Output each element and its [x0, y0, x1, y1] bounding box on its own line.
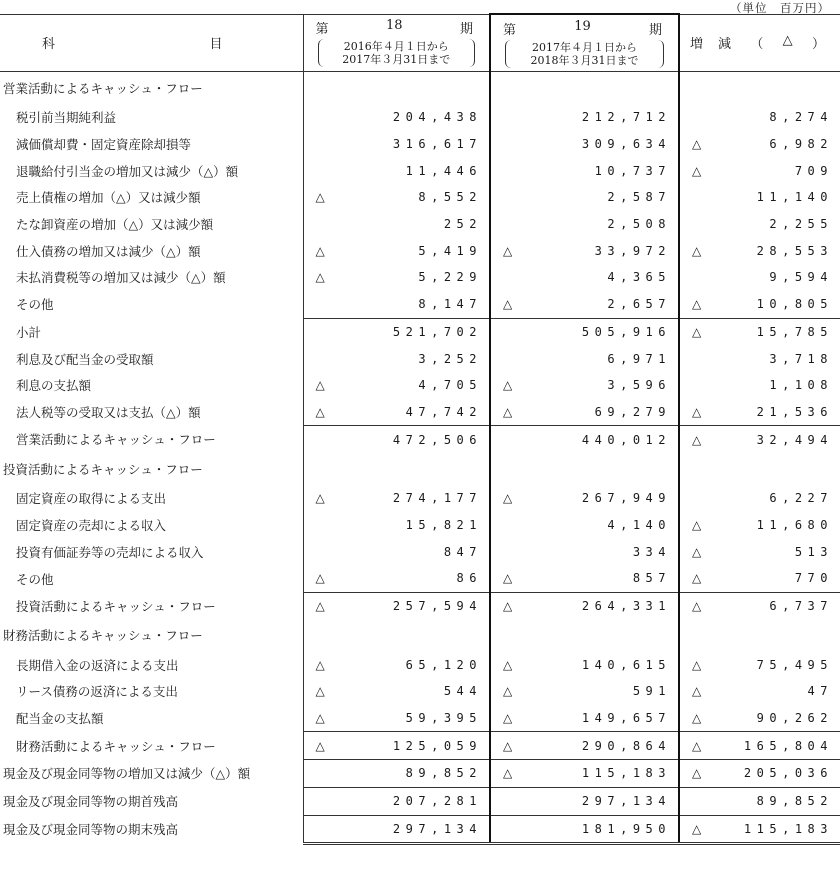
diff-cell [679, 72, 840, 105]
p18-cell [303, 318, 490, 345]
p19-value: 140,615 [581, 657, 671, 672]
row-label: 投資活動によるキャッシュ・フロー [3, 461, 203, 477]
table-row [0, 184, 840, 211]
p18-value: 274,177 [392, 491, 482, 506]
p19-range-start: 2017年４月１日から [532, 40, 637, 54]
row-label: 固定資産の取得による支出 [16, 491, 167, 507]
negative-marker: △ [503, 297, 513, 312]
p18-cell [303, 264, 490, 291]
diff-value: 9,594 [769, 270, 833, 285]
table-row [0, 211, 840, 238]
diff-value: 8,274 [769, 110, 833, 125]
p18-cell [303, 104, 490, 131]
table-row [0, 485, 840, 512]
p18-cell [303, 372, 490, 399]
diff-symbol: △ [782, 33, 794, 49]
p19-cell [490, 237, 679, 264]
diff-cell [679, 318, 840, 345]
p18-date-range [318, 39, 476, 67]
p19-value: 4,140 [607, 517, 671, 532]
diff-cell [679, 291, 840, 318]
negative-marker: △ [315, 243, 325, 258]
p19-suffix: 期 [648, 22, 662, 38]
p19-value: 591 [632, 684, 671, 699]
row-label: 小計 [16, 324, 42, 340]
negative-marker: △ [692, 684, 702, 699]
p18-cell [303, 485, 490, 512]
diff-value: 2,255 [769, 217, 833, 232]
diff-cell [679, 760, 840, 788]
p18-value: 8,552 [418, 190, 482, 205]
p19-cell [490, 184, 679, 211]
table-row [0, 732, 840, 760]
diff-value: 11,680 [756, 517, 833, 532]
negative-marker: △ [692, 163, 702, 178]
row-label: たな卸資産の増加（△）又は減少額 [16, 217, 214, 233]
diff-value: 165,804 [743, 738, 833, 753]
header-label-right: 目 [209, 37, 223, 53]
p18-value: 207,281 [392, 794, 482, 809]
p19-cell [490, 512, 679, 539]
p19-value: 309,634 [581, 137, 671, 152]
p18-cell [303, 592, 490, 619]
p19-cell [490, 104, 679, 131]
section-row [0, 619, 840, 651]
p18-value: 5,229 [418, 270, 482, 285]
negative-marker: △ [315, 404, 325, 419]
diff-cell [679, 815, 840, 844]
p18-cell [303, 426, 490, 453]
table-row [0, 678, 840, 705]
p18-value: 297,134 [392, 821, 482, 836]
p18-cell [303, 399, 490, 426]
diff-cell [679, 787, 840, 815]
header-period-19 [490, 14, 679, 72]
row-label: 退職給付引当金の増加又は減少（△）額 [16, 163, 239, 179]
diff-value: 90,262 [756, 711, 833, 726]
table-body [0, 72, 840, 844]
p19-date-range [505, 40, 664, 68]
diff-cell [679, 592, 840, 619]
diff-paren-open: （ [750, 37, 765, 53]
p19-value: 505,916 [581, 324, 671, 339]
p18-prefix: 第 [315, 22, 329, 38]
p19-cell [490, 760, 679, 788]
p18-cell [303, 184, 490, 211]
p19-cell [490, 732, 679, 760]
row-label: 未払消費税等の増加又は減少（△）額 [16, 270, 226, 286]
p18-value: 15,821 [405, 517, 482, 532]
p19-number: 19 [574, 18, 591, 34]
diff-cell [679, 345, 840, 372]
row-label: 固定資産の売却による収入 [16, 517, 167, 533]
p19-cell [490, 426, 679, 453]
table-row [0, 237, 840, 264]
negative-marker: △ [503, 599, 513, 614]
diff-value: 21,536 [756, 404, 833, 419]
row-label: 現金及び現金同等物の期首残高 [3, 794, 179, 810]
diff-cell [679, 104, 840, 131]
negative-marker: △ [503, 378, 513, 393]
p19-value: 264,331 [581, 599, 671, 614]
p19-value: 4,365 [607, 270, 671, 285]
diff-value: 32,494 [756, 432, 833, 447]
p19-cell [490, 211, 679, 238]
p19-range-end: 2018年３月31日まで [530, 53, 639, 67]
p18-cell [303, 237, 490, 264]
diff-cell [679, 453, 840, 485]
negative-marker: △ [315, 684, 325, 699]
table-row [0, 760, 840, 788]
p18-cell [303, 619, 490, 651]
negative-marker: △ [315, 491, 325, 506]
diff-cell [679, 651, 840, 678]
negative-marker: △ [315, 270, 325, 285]
diff-value: 205,036 [743, 766, 833, 781]
row-label: 投資有価証券等の売却による収入 [16, 544, 204, 560]
p19-value: 290,864 [581, 738, 671, 753]
diff-cell [679, 264, 840, 291]
table-row [0, 592, 840, 619]
p18-value: 8,147 [418, 297, 482, 312]
p18-cell [303, 512, 490, 539]
table-row [0, 651, 840, 678]
diff-cell [679, 426, 840, 453]
p18-value: 11,446 [405, 163, 482, 178]
negative-marker: △ [692, 821, 702, 836]
negative-marker: △ [315, 571, 325, 586]
p18-cell [303, 538, 490, 565]
p18-value: 65,120 [405, 657, 482, 672]
p18-suffix: 期 [459, 22, 473, 38]
diff-value: 1,108 [769, 378, 833, 393]
section-row [0, 72, 840, 105]
p19-cell [490, 619, 679, 651]
row-label: 営業活動によるキャッシュ・フロー [3, 81, 203, 96]
diff-cell [679, 485, 840, 512]
diff-cell [679, 565, 840, 592]
negative-marker: △ [692, 137, 702, 152]
negative-marker: △ [503, 491, 513, 506]
diff-value: 115,183 [743, 821, 833, 836]
diff-value: 6,982 [769, 137, 833, 152]
negative-marker: △ [315, 599, 325, 614]
table-row [0, 565, 840, 592]
negative-marker: △ [503, 711, 513, 726]
diff-value: 6,737 [769, 599, 833, 614]
diff-cell [679, 131, 840, 158]
diff-cell [679, 538, 840, 565]
header-label-left: 科 [42, 37, 56, 53]
p19-value: 267,949 [581, 491, 671, 506]
diff-cell [679, 372, 840, 399]
negative-marker: △ [503, 571, 513, 586]
p19-value: 6,971 [607, 351, 671, 366]
p18-cell [303, 72, 490, 105]
p18-cell [303, 131, 490, 158]
p19-cell [490, 787, 679, 815]
table-row [0, 399, 840, 426]
negative-marker: △ [692, 657, 702, 672]
table-header-row [0, 14, 840, 72]
diff-value: 89,852 [756, 794, 833, 809]
p19-cell [490, 453, 679, 485]
diff-value: 709 [794, 163, 833, 178]
p19-cell [490, 705, 679, 732]
p18-cell [303, 787, 490, 815]
diff-cell [679, 619, 840, 651]
diff-paren-close: ） [811, 37, 826, 53]
p18-value: 47,742 [405, 404, 482, 419]
p18-cell [303, 815, 490, 844]
p18-cell [303, 157, 490, 184]
diff-value: 47 [807, 684, 833, 699]
negative-marker: △ [315, 378, 325, 393]
p19-cell [490, 131, 679, 158]
row-label: 長期借入金の返済による支出 [16, 657, 179, 673]
p19-cell [490, 318, 679, 345]
diff-cell [679, 732, 840, 760]
p18-cell [303, 651, 490, 678]
diff-value: 3,718 [769, 351, 833, 366]
negative-marker: △ [692, 711, 702, 726]
p18-cell [303, 678, 490, 705]
p18-value: 125,059 [392, 738, 482, 753]
p19-value: 2,587 [607, 190, 671, 205]
negative-marker: △ [692, 324, 702, 339]
p18-value: 59,395 [405, 711, 482, 726]
table-row [0, 131, 840, 158]
table-row [0, 291, 840, 318]
row-label: 現金及び現金同等物の増加又は減少（△）額 [3, 766, 251, 782]
p18-value: 544 [443, 684, 482, 699]
p19-value: 857 [632, 571, 671, 586]
diff-label: 増 減 [690, 37, 733, 53]
table-row [0, 264, 840, 291]
p18-cell [303, 732, 490, 760]
header-period-18 [303, 14, 490, 72]
diff-value: 15,785 [756, 324, 833, 339]
table-row [0, 787, 840, 815]
diff-cell [679, 512, 840, 539]
row-label: 売上債権の増加（△）又は減少額 [16, 190, 201, 206]
negative-marker: △ [503, 766, 513, 781]
row-label: 営業活動によるキャッシュ・フロー [16, 432, 216, 448]
cash-flow-table [0, 13, 840, 845]
unit-note: （単位 百万円） [730, 1, 830, 15]
p19-value: 212,712 [581, 110, 671, 125]
diff-value: 6,227 [769, 491, 833, 506]
negative-marker: △ [692, 243, 702, 258]
negative-marker: △ [503, 657, 513, 672]
negative-marker: △ [692, 738, 702, 753]
row-label: 配当金の支払額 [16, 711, 104, 727]
table-row [0, 426, 840, 453]
negative-marker: △ [315, 738, 325, 753]
p19-cell [490, 592, 679, 619]
p19-value: 149,657 [581, 711, 671, 726]
row-label: 財務活動によるキャッシュ・フロー [3, 628, 203, 644]
p19-cell [490, 157, 679, 184]
table-row [0, 815, 840, 844]
section-row [0, 453, 840, 485]
negative-marker: △ [503, 684, 513, 699]
p19-cell [490, 399, 679, 426]
row-label: 利息及び配当金の受取額 [16, 351, 154, 367]
diff-value: 513 [794, 544, 833, 559]
p18-cell [303, 453, 490, 485]
negative-marker: △ [315, 711, 325, 726]
diff-value: 75,495 [756, 657, 833, 672]
diff-cell [679, 705, 840, 732]
p19-value: 10,737 [594, 163, 671, 178]
p18-cell [303, 345, 490, 372]
negative-marker: △ [692, 544, 702, 559]
p19-cell [490, 291, 679, 318]
p18-cell [303, 211, 490, 238]
diff-value: 28,553 [756, 243, 833, 258]
p19-cell [490, 815, 679, 844]
table-row [0, 705, 840, 732]
p18-value: 89,852 [405, 766, 482, 781]
row-label: 現金及び現金同等物の期末残高 [3, 822, 179, 838]
p19-value: 33,972 [594, 243, 671, 258]
negative-marker: △ [692, 571, 702, 586]
p19-value: 297,134 [581, 794, 671, 809]
table-row [0, 372, 840, 399]
p18-number: 18 [385, 18, 403, 34]
p18-value: 4,705 [418, 378, 482, 393]
p19-value: 3,596 [607, 378, 671, 393]
p18-value: 252 [443, 217, 482, 232]
p19-value: 69,279 [594, 404, 671, 419]
row-label: その他 [16, 297, 54, 313]
p19-prefix: 第 [503, 22, 517, 38]
negative-marker: △ [692, 599, 702, 614]
negative-marker: △ [692, 404, 702, 419]
diff-cell [679, 211, 840, 238]
diff-cell [679, 399, 840, 426]
p18-value: 316,617 [392, 137, 482, 152]
diff-cell [679, 157, 840, 184]
p19-cell [490, 678, 679, 705]
p19-value: 115,183 [581, 766, 671, 781]
p18-value: 5,419 [418, 243, 482, 258]
p19-cell [490, 565, 679, 592]
p18-value: 3,252 [418, 351, 482, 366]
p19-cell [490, 372, 679, 399]
p19-value: 440,012 [581, 432, 671, 447]
p18-value: 86 [456, 571, 482, 586]
p19-value: 181,950 [581, 821, 671, 836]
row-label: 投資活動によるキャッシュ・フロー [16, 598, 216, 614]
negative-marker: △ [315, 190, 325, 205]
negative-marker: △ [503, 738, 513, 753]
p18-value: 204,438 [392, 110, 482, 125]
p19-cell [490, 345, 679, 372]
table-row [0, 318, 840, 345]
negative-marker: △ [692, 297, 702, 312]
p18-value: 472,506 [392, 432, 482, 447]
row-label: リース債務の返済による支出 [16, 684, 178, 700]
row-label: 減価償却費・固定資産除却損等 [16, 137, 192, 153]
p19-cell [490, 264, 679, 291]
diff-value: 10,805 [756, 297, 833, 312]
diff-cell [679, 184, 840, 211]
negative-marker: △ [503, 404, 513, 419]
table-row [0, 512, 840, 539]
row-label: 法人税等の受取又は支払（△）額 [16, 405, 201, 421]
table-row [0, 345, 840, 372]
table-row [0, 104, 840, 131]
p18-cell [303, 565, 490, 592]
p18-value: 847 [443, 544, 482, 559]
negative-marker: △ [503, 243, 513, 258]
table-row [0, 157, 840, 184]
p19-cell [490, 651, 679, 678]
p19-value: 2,508 [607, 217, 671, 232]
p18-cell [303, 291, 490, 318]
p18-range-end: 2017年３月31日まで [342, 53, 451, 67]
header-account-label [0, 14, 303, 72]
p18-range-start: 2016年４月１日から [343, 40, 449, 54]
row-label: 財務活動によるキャッシュ・フロー [16, 738, 216, 754]
negative-marker: △ [692, 432, 702, 447]
p19-cell [490, 538, 679, 565]
row-label: 利息の支払額 [16, 378, 92, 394]
negative-marker: △ [692, 517, 702, 532]
p19-value: 2,657 [607, 297, 671, 312]
p18-cell [303, 705, 490, 732]
p19-cell [490, 485, 679, 512]
p19-cell [490, 72, 679, 105]
diff-value: 11,140 [756, 190, 833, 205]
table-row [0, 538, 840, 565]
p19-value: 334 [632, 544, 671, 559]
row-label: その他 [16, 571, 54, 587]
negative-marker: △ [692, 766, 702, 781]
p18-value: 521,702 [392, 324, 482, 339]
header-difference [679, 14, 840, 72]
row-label: 仕入債務の増加又は減少（△）額 [16, 243, 201, 259]
diff-value: 770 [794, 571, 833, 586]
diff-cell [679, 678, 840, 705]
p18-cell [303, 760, 490, 788]
row-label: 税引前当期純利益 [16, 110, 117, 126]
negative-marker: △ [315, 657, 325, 672]
p18-value: 257,594 [392, 599, 482, 614]
diff-cell [679, 237, 840, 264]
